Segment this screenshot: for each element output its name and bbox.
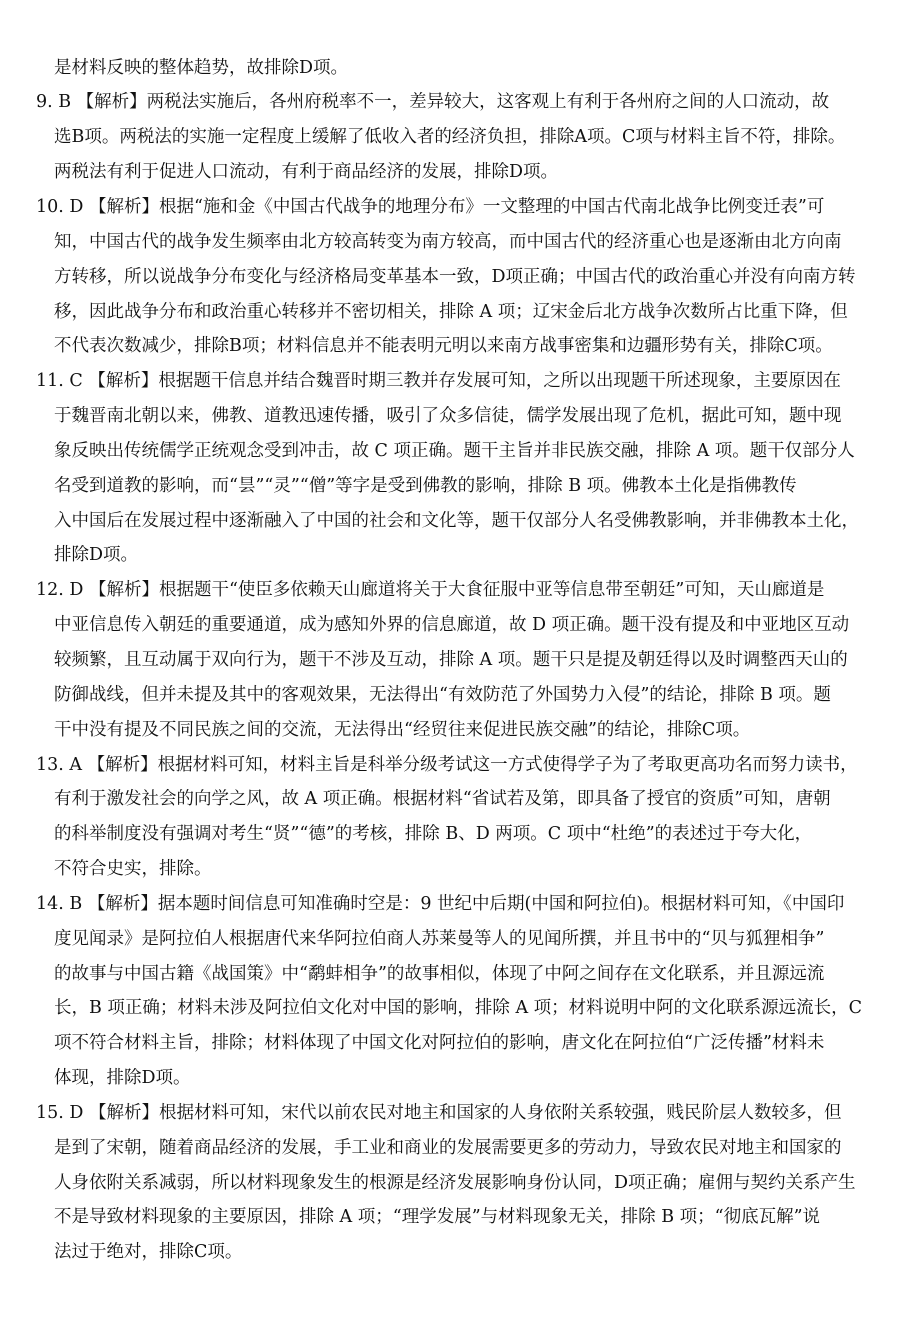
text-line: 项不符合材料主旨，排除；材料体现了中国文化对阿拉伯的影响，唐文化在阿拉伯“广泛传播”材料未	[54, 1033, 825, 1053]
text-line: 不是导致材料现象的主要原因，排除 A 项；“理学发展”与材料现象无关，排除 B 项；“彻底瓦解”说	[54, 1207, 821, 1227]
text-line: 干中没有提及不同民族之间的交流，无法得出“经贸往来促进民族交融”的结论，排除C项。	[54, 720, 751, 740]
text-line: 知，中国古代的战争发生频率由北方较高转变为南方较高，而中国古代的经济重心也是逐渐由北方向南	[54, 232, 842, 252]
text-line: 排除D项。	[54, 545, 139, 565]
text-line: 15. D 【解析】根据材料可知，宋代以前农民对地主和国家的人身依附关系较强，贱民阶层人数较多，但	[36, 1103, 842, 1123]
text-line: 两税法有利于促进人口流动，有利于商品经济的发展，排除D项。	[54, 162, 559, 182]
text-line: 的故事与中国古籍《战国策》中“鹬蚌相争”的故事相似，体现了中阿之间存在文化联系，并且源远流	[54, 964, 825, 984]
text-line: 选B项。两税法的实施一定程度上缓解了低收入者的经济负担，排除A项。C项与材料主旨不符，排除。	[54, 127, 846, 147]
text-line: 名受到道教的影响，而“昙”“灵”“僧”等字是受到佛教的影响，排除 B 项。佛教本土化是指佛教传	[54, 476, 797, 496]
text-line: 体现，排除D项。	[54, 1068, 191, 1088]
text-line: 不符合史实，排除。	[54, 859, 212, 879]
text-line: 防御战线，但并未提及其中的客观效果，无法得出“有效防范了外国势力入侵”的结论，排除 B 项。题	[54, 685, 831, 705]
text-line: 于魏晋南北朝以来，佛教、道教迅速传播，吸引了众多信徒，儒学发展出现了危机，据此可知，题中现	[54, 406, 842, 426]
text-line: 13. A 【解析】根据材料可知，材料主旨是科举分级考试这一方式使得学子为了考取更高功名而努力读书，	[36, 755, 858, 775]
text-line: 中亚信息传入朝廷的重要通道，成为感知外界的信息廊道，故 D 项正确。题干没有提及和中亚地区互动	[54, 615, 850, 635]
text-line: 的科举制度没有强调对考生“贤”“德”的考核，排除 B、D 两项。C 项中“杜绝”的表述过于夸大化，	[54, 824, 813, 844]
text-line: 法过于绝对，排除C项。	[54, 1242, 243, 1262]
text-line: 9. B 【解析】两税法实施后，各州府税率不一，差异较大，这客观上有利于各州府之间的人口流动，故	[36, 92, 830, 112]
text-line: 12. D 【解析】根据题干“使臣多依赖天山廊道将关于大食征服中亚等信息带至朝廷”可知，天山廊道是	[36, 580, 825, 600]
text-line: 不代表次数减少，排除B项；材料信息并不能表明元明以来南方战事密集和边疆形势有关，排除C项。	[54, 336, 833, 356]
text-line: 10. D 【解析】根据“施和金《中国古代战争的地理分布》一文整理的中国古代南北战争比例变迁表”可	[36, 197, 825, 217]
text-line: 度见闻录》是阿拉伯人根据唐代来华阿拉伯商人苏莱曼等人的见闻所撰，并且书中的“贝与狐狸相争”	[54, 929, 825, 949]
text-line: 是到了宋朝，随着商品经济的发展，手工业和商业的发展需要更多的劳动力，导致农民对地主和国家的	[54, 1138, 842, 1158]
text-line: 11. C 【解析】根据题干信息并结合魏晋时期三教并存发展可知，之所以出现题干所述现象，主要原因在	[36, 371, 841, 391]
text-line: 入中国后在发展过程中逐渐融入了中国的社会和文化等，题干仅部分人名受佛教影响，并非佛教本土化，	[54, 511, 859, 531]
text-line: 长，B 项正确；材料未涉及阿拉伯文化对中国的影响，排除 A 项；材料说明中阿的文化联系源远流长，C	[54, 998, 863, 1018]
text-line: 人身依附关系减弱，所以材料现象发生的根源是经济发展影响身份认同，D项正确；雇佣与契约关系产生	[54, 1173, 856, 1193]
text-line: 有利于激发社会的向学之风，故 A 项正确。根据材料“省试若及第，即具备了授官的资质”可知，唐朝	[54, 789, 831, 809]
text-line: 象反映出传统儒学正统观念受到冲击，故 C 项正确。题干主旨并非民族交融，排除 A 项。题干仅部分人	[54, 441, 855, 461]
text-line: 较频繁，且互动属于双向行为，题干不涉及互动，排除 A 项。题干只是提及朝廷得以及时调整西天山的	[54, 650, 848, 670]
text-line: 方转移，所以说战争分布变化与经济格局变革基本一致，D项正确；中国古代的政治重心并没有向南方转	[54, 267, 856, 287]
text-line: 移，因此战争分布和政治重心转移并不密切相关，排除 A 项；辽宋金后北方战争次数所占比重下降，但	[54, 302, 848, 322]
text-line: 是材料反映的整体趋势，故排除D项。	[54, 58, 349, 78]
text-line: 14. B 【解析】据本题时间信息可知准确时空是：9 世纪中后期(中国和阿拉伯)。根据材料可知，《中国印	[36, 894, 845, 914]
